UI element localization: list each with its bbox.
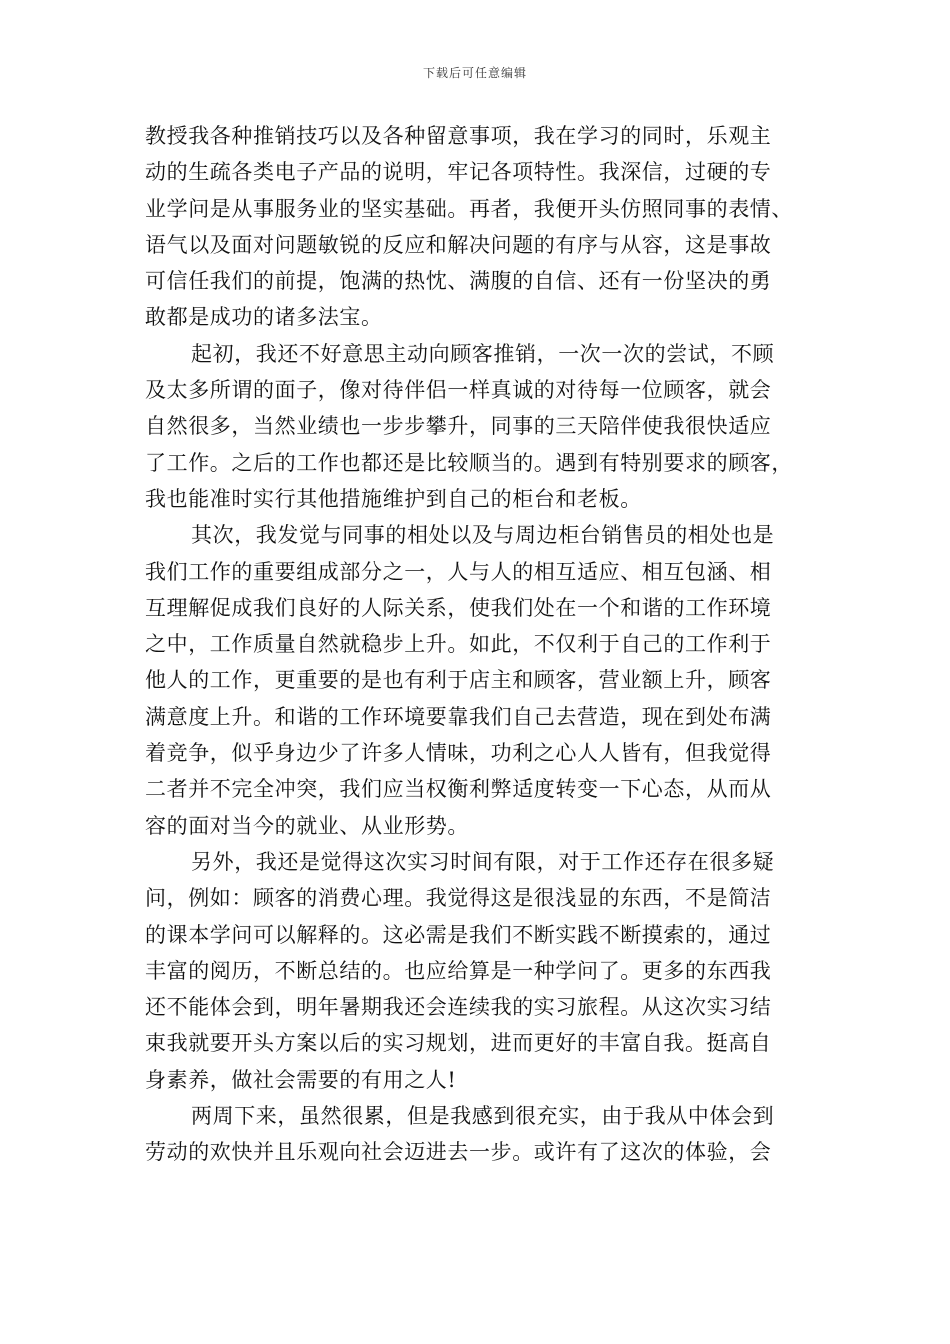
text-line: 的课本学问可以解释的。这必需是我们不断实践不断摸索的，通过 [145,922,772,947]
text-line: 动的生疏各类电子产品的说明，牢记各项特性。我深信，过硬的专 [145,160,772,185]
paragraph-first-line: 起初，我还不好意思主动向顾客推销，一次一次的尝试，不顾 [191,341,775,366]
text-line: 容的面对当今的就业、从业形势。 [145,813,469,838]
text-line: 我也能准时实行其他措施维护到自己的柜台和老板。 [145,486,642,511]
text-line: 束我就要开头方案以后的实习规划，进而更好的丰富自我。挺高自 [145,1031,772,1056]
paragraph-first-line: 两周下来，虽然很累，但是我感到很充实，由于我从中体会到 [191,1104,775,1129]
text-line: 劳动的欢快并且乐观向社会迈进去一步。或许有了这次的体验，会 [145,1140,772,1165]
text-line: 教授我各种推销技巧以及各种留意事项，我在学习的同时，乐观主 [145,124,772,148]
text-line: 满意度上升。和谐的工作环境要靠我们自己去营造，现在到处布满 [145,704,772,729]
text-line: 二者并不完全冲突，我们应当权衡利弊适度转变一下心态，从而从 [145,777,772,802]
paragraph-first-line: 另外，我还是觉得这次实习时间有限，对于工作还存在很多疑 [191,849,775,874]
document-body [145,118,809,1171]
page-header: 下载后可任意编辑 [422,66,527,80]
text-line: 之中，工作质量自然就稳步上升。如此，不仅利于自己的工作利于 [145,632,772,657]
paragraph-first-line: 其次，我发觉与同事的相处以及与周边柜台销售员的相处也是 [191,523,775,548]
text-line: 着竞争，似乎身边少了许多人情味，功利之心人人皆有，但我觉得 [145,741,772,766]
text-line: 身素养，做社会需要的有用之人! [145,1067,457,1092]
text-line: 自然很多，当然业绩也一步步攀升，同事的三天陪伴使我很快适应 [145,414,772,439]
text-line: 还不能体会到，明年暑期我还会连续我的实习旅程。从这次实习结 [145,995,772,1020]
text-line: 了工作。之后的工作也都还是比较顺当的。遇到有特别要求的顾客， [145,450,793,475]
text-line: 他人的工作，更重要的是也有利于店主和顾客，营业额上升，顾客 [145,668,772,693]
text-line: 语气以及面对问题敏锐的反应和解决问题的有序与从容，这是事故 [145,232,772,257]
text-line: 我们工作的重要组成部分之一，人与人的相互适应、相互包涵、相 [145,559,772,584]
text-line: 互理解促成我们良好的人际关系，使我们处在一个和谐的工作环境 [145,595,772,620]
text-line: 丰富的阅历，不断总结的。也应给算是一种学问了。更多的东西我 [145,958,772,983]
text-line: 及太多所谓的面子，像对待伴侣一样真诚的对待每一位顾客，就会 [145,378,772,403]
text-line: 敢都是成功的诸多法宝。 [145,305,383,330]
text-line: 问，例如：顾客的消费心理。我觉得这是很浅显的东西，不是简洁 [145,886,772,911]
text-line: 可信任我们的前提，饱满的热忱、满腹的自信、还有一份坚决的勇 [145,269,772,294]
text-line: 业学问是从事服务业的坚实基础。再者，我便开头仿照同事的表情、 [145,196,793,221]
